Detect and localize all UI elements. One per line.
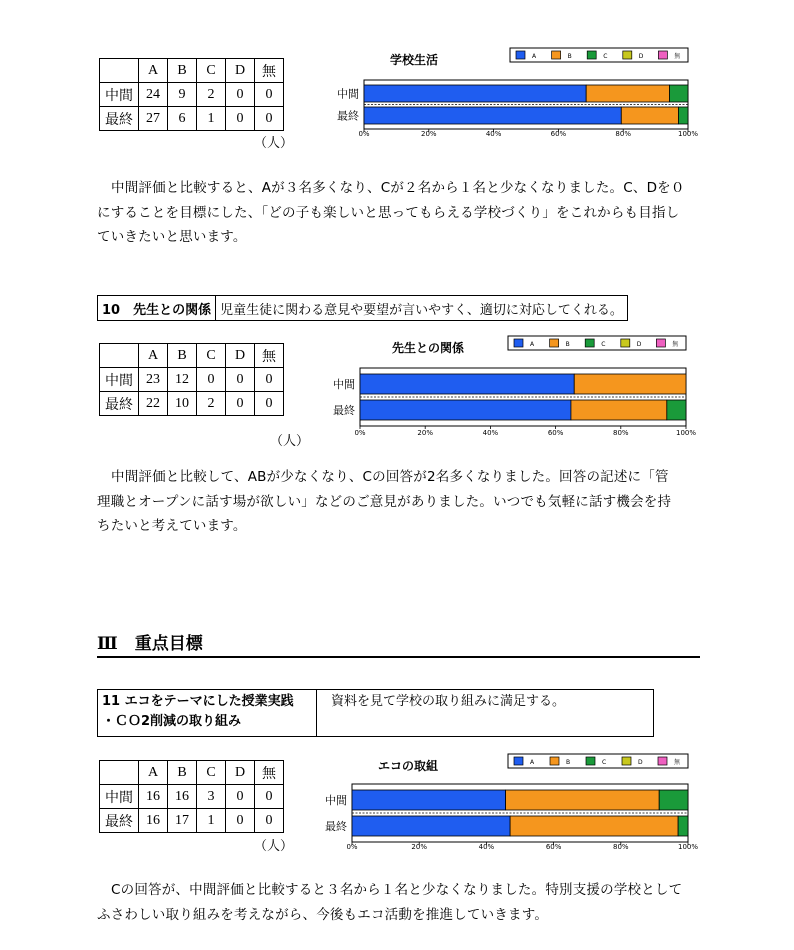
col-header: 無 xyxy=(255,761,284,785)
table-cell: 0 xyxy=(226,83,255,107)
x-tick-label: 60% xyxy=(547,429,564,437)
table-cell: 0 xyxy=(255,809,284,833)
legend-swatch xyxy=(550,757,559,765)
x-tick-label: 40% xyxy=(478,843,495,851)
bar-segment xyxy=(360,374,574,394)
paragraph-line: ちたいと考えています。 xyxy=(97,518,247,534)
col-header: C xyxy=(197,761,226,785)
unit-label: （人） xyxy=(254,839,294,854)
table-cell: 12 xyxy=(168,368,197,392)
col-header: B xyxy=(168,344,197,368)
x-tick-label: 20% xyxy=(411,843,427,851)
heading-text: Ⅲ 重点目標 xyxy=(97,634,203,654)
bar-segment xyxy=(574,374,686,394)
legend-swatch xyxy=(516,51,525,59)
legend-swatch xyxy=(552,51,561,59)
legend-label: A xyxy=(532,53,537,60)
paragraph-line: ふさわしい取り組みを考えながら、今後もエコ活動を推進していきます。 xyxy=(97,906,549,923)
count-table-eco xyxy=(99,760,284,833)
bar-segment xyxy=(621,107,678,124)
table-row xyxy=(100,809,284,833)
legend-swatch xyxy=(658,757,667,765)
category-label: 最終 xyxy=(325,820,347,833)
table-cell: 1 xyxy=(197,107,226,131)
legend-label: B xyxy=(567,53,572,60)
col-header: 無 xyxy=(255,344,284,368)
item-title-sub: ・ＣＯ2削減の取り組み xyxy=(102,714,242,729)
table-cell: 6 xyxy=(168,107,197,131)
bar-segment xyxy=(364,107,621,124)
table-cell: 22 xyxy=(139,392,168,416)
table-cell: 0 xyxy=(226,107,255,131)
table-cell: 27 xyxy=(139,107,168,131)
x-tick-label: 20% xyxy=(421,130,437,138)
legend-swatch xyxy=(623,51,632,59)
table-row xyxy=(100,83,284,107)
x-tick-label: 0% xyxy=(354,429,366,437)
x-tick-label: 20% xyxy=(417,429,433,437)
table-cell: 0 xyxy=(255,392,284,416)
table-cell: 23 xyxy=(139,368,168,392)
item-box-eco xyxy=(97,689,654,737)
legend-label: A xyxy=(530,759,535,766)
legend-label: A xyxy=(530,341,535,348)
row-label: 中間 xyxy=(100,368,139,392)
chart-legend xyxy=(508,336,686,350)
x-tick-label: 0% xyxy=(346,843,358,851)
chart-legend xyxy=(508,754,688,768)
paragraph-line: にすることを目標にした、「どの子も楽しいと思ってもらえる学校づくり」をこれからも目指し xyxy=(97,204,680,221)
col-header: A xyxy=(139,761,168,785)
paragraph-line: Cの回答が、中間評価と比較すると３名から１名と少なくなりました。特別支援の学校として xyxy=(111,882,683,898)
bar-segment xyxy=(586,85,669,102)
paragraph-line: 中間評価と比較すると、Aが３名多くなり、Cが２名から１名と少なくなりました。C、Dを０ xyxy=(111,180,685,196)
x-tick-label: 0% xyxy=(358,130,370,138)
row-label: 中間 xyxy=(100,83,139,107)
paragraph-eco xyxy=(97,878,717,927)
legend-swatch xyxy=(586,757,595,765)
chart-title: 先生との関係 xyxy=(392,341,465,355)
table-cell: 0 xyxy=(226,809,255,833)
x-tick-label: 80% xyxy=(613,429,629,437)
legend-label: D xyxy=(638,53,644,60)
bar-segment xyxy=(506,790,660,810)
category-label: 最終 xyxy=(337,109,359,123)
legend-label: 無 xyxy=(672,341,679,348)
legend-swatch xyxy=(514,339,523,347)
table-cell: 0 xyxy=(226,785,255,809)
legend-label: C xyxy=(603,53,608,60)
legend-label: B xyxy=(565,341,570,348)
chart-eco xyxy=(326,750,700,854)
col-header: C xyxy=(197,59,226,83)
category-label: 中間 xyxy=(333,378,355,391)
x-tick-label: 100% xyxy=(677,130,699,138)
table-cell: 0 xyxy=(255,83,284,107)
unit-label: （人） xyxy=(254,136,294,151)
paragraph-school-life xyxy=(97,176,717,250)
table-cell: 2 xyxy=(197,83,226,107)
table-cell: 3 xyxy=(197,785,226,809)
legend-swatch xyxy=(622,757,631,765)
table-cell: 17 xyxy=(168,809,197,833)
table-cell: 0 xyxy=(255,785,284,809)
legend-swatch xyxy=(550,339,559,347)
chart-title: エコの取組 xyxy=(378,759,439,773)
x-tick-label: 100% xyxy=(677,843,699,851)
item-title: 10 先生との関係 xyxy=(98,296,216,320)
table-cell: 2 xyxy=(197,392,226,416)
table-cell: 0 xyxy=(197,368,226,392)
x-tick-label: 80% xyxy=(613,843,629,851)
section-heading xyxy=(97,629,700,658)
bar-segment xyxy=(571,400,667,420)
chart-title: 学校生活 xyxy=(390,53,439,67)
table-cell: 16 xyxy=(139,809,168,833)
bar-segment xyxy=(669,85,688,102)
col-header: C xyxy=(197,344,226,368)
col-header: B xyxy=(168,59,197,83)
bar-segment xyxy=(678,816,688,836)
legend-swatch xyxy=(656,339,665,347)
x-tick-label: 60% xyxy=(550,130,567,138)
table-cell: 16 xyxy=(139,785,168,809)
col-header: A xyxy=(139,344,168,368)
x-tick-label: 40% xyxy=(482,429,499,437)
count-table-teacher xyxy=(99,343,284,416)
count-table-school-life xyxy=(99,58,284,131)
x-tick-label: 80% xyxy=(615,130,631,138)
paragraph-line: 中間評価と比較して、ABが少なくなり、Cの回答が2名多くなりました。回答の記述に「管 xyxy=(111,469,669,485)
chart-teacher-relationship xyxy=(322,332,698,440)
category-label: 最終 xyxy=(333,404,355,417)
table-cell: 1 xyxy=(197,809,226,833)
paragraph-line: ていきたいと思います。 xyxy=(97,229,247,245)
chart-legend xyxy=(510,48,688,62)
table-cell: 0 xyxy=(226,392,255,416)
col-header: B xyxy=(168,761,197,785)
bar-segment xyxy=(364,85,586,102)
item-title: 11 エコをテーマにした授業実践 xyxy=(102,694,294,709)
chart-school-life xyxy=(328,44,698,140)
category-label: 中間 xyxy=(325,794,347,807)
col-header: 無 xyxy=(255,59,284,83)
item-box-teacher xyxy=(97,295,628,321)
row-label: 中間 xyxy=(100,785,139,809)
legend-swatch xyxy=(587,51,596,59)
row-label: 最終 xyxy=(100,809,139,833)
legend-swatch xyxy=(658,51,667,59)
legend-label: 無 xyxy=(674,53,681,60)
bar-segment xyxy=(352,790,506,810)
x-tick-label: 40% xyxy=(485,130,502,138)
bar-segment xyxy=(659,790,688,810)
legend-label: D xyxy=(636,341,642,348)
legend-swatch xyxy=(621,339,630,347)
col-header: D xyxy=(226,761,255,785)
legend-swatch xyxy=(514,757,523,765)
col-header: D xyxy=(226,344,255,368)
table-cell: 10 xyxy=(168,392,197,416)
paragraph-line: 理職とオープンに話す場が欲しい」などのご意見がありました。いつでも気軽に話す機会を持 xyxy=(97,493,672,510)
table-cell: 0 xyxy=(255,368,284,392)
table-cell: 24 xyxy=(139,83,168,107)
bar-segment xyxy=(352,816,510,836)
bar-segment xyxy=(667,400,686,420)
bar-segment xyxy=(678,107,688,124)
x-tick-label: 60% xyxy=(545,843,562,851)
paragraph-teacher xyxy=(97,465,717,539)
table-cell: 0 xyxy=(226,368,255,392)
table-cell: 9 xyxy=(168,83,197,107)
table-row xyxy=(100,368,284,392)
category-label: 中間 xyxy=(337,87,359,101)
table-row xyxy=(100,785,284,809)
bar-segment xyxy=(510,816,678,836)
legend-label: D xyxy=(638,759,643,766)
item-description: 資料を見て学校の取り組みに満足する。 xyxy=(331,694,566,709)
row-label: 最終 xyxy=(100,107,139,131)
row-label: 最終 xyxy=(100,392,139,416)
table-row xyxy=(100,107,284,131)
col-header: D xyxy=(226,59,255,83)
legend-label: 無 xyxy=(674,759,681,766)
legend-label: C xyxy=(602,759,607,766)
legend-label: B xyxy=(566,759,571,766)
item-description: 児童生徒に関わる意見や要望が言いやすく、適切に対応してくれる。 xyxy=(220,302,623,318)
unit-label: （人） xyxy=(270,434,310,449)
col-header: A xyxy=(139,59,168,83)
table-cell: 0 xyxy=(255,107,284,131)
bar-segment xyxy=(360,400,571,420)
table-cell: 16 xyxy=(168,785,197,809)
legend-swatch xyxy=(585,339,594,347)
x-tick-label: 100% xyxy=(675,429,697,437)
legend-label: C xyxy=(601,341,606,348)
table-row xyxy=(100,392,284,416)
